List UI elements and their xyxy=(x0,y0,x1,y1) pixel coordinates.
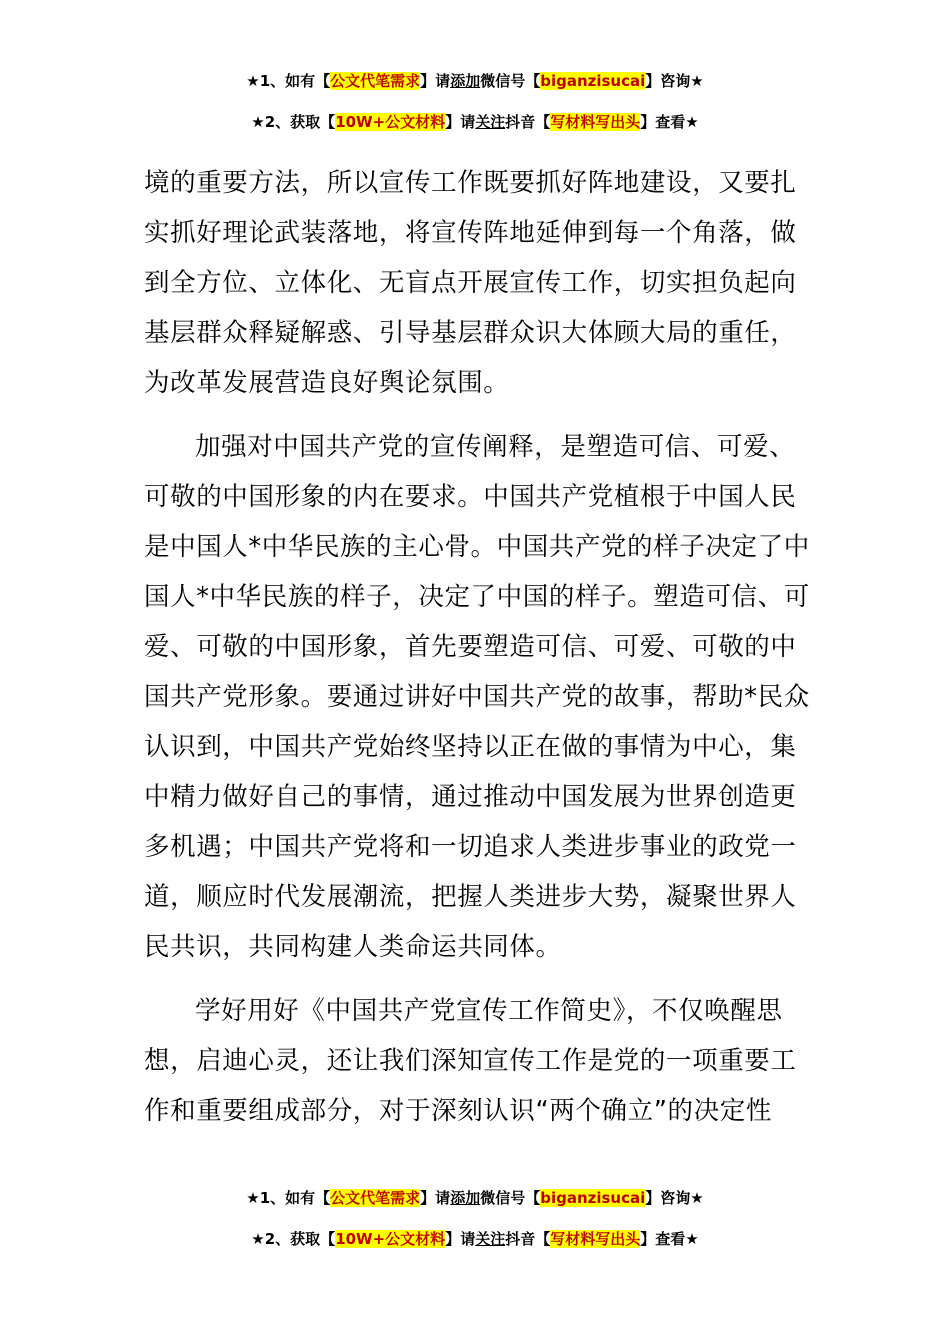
underlined-text: 关注 xyxy=(475,113,506,131)
text-line: 境的重要方法，所以宣传工作既要抓好阵地建设，又要扎 xyxy=(144,168,797,198)
footer-banner-line-2 xyxy=(0,1229,950,1249)
highlight-text: 公文代笔需求 xyxy=(330,72,421,90)
banner-text: 抖音【 xyxy=(505,113,551,131)
text-line: 作和重要组成部分，对于深刻认识“两个确立”的决定性 xyxy=(144,1096,772,1126)
text-line: 加强对中国共产党的宣传阐释，是塑造可信、可爱、 xyxy=(195,432,796,462)
text-line: 认识到，中国共产党始终坚持以正在做的事情为中心，集 xyxy=(144,732,797,762)
underlined-text: 添加 xyxy=(450,72,481,90)
text-line: 基层群众释疑解惑、引导基层群众识大体顾大局的重任， xyxy=(144,318,797,348)
header-banner-line-1 xyxy=(0,71,950,91)
header-banner-line-2 xyxy=(0,112,950,132)
text-line: 到全方位、立体化、无盲点开展宣传工作，切实担负起向 xyxy=(144,268,797,298)
banner-text: 微信号【 xyxy=(480,1189,541,1207)
banner-text: 】查看★ xyxy=(640,113,699,131)
banner-text: 微信号【 xyxy=(480,72,541,90)
text-line: 可敬的中国形象的内在要求。中国共产党植根于中国人民 xyxy=(144,482,797,512)
banner-text: ★2、获取【 xyxy=(251,1230,336,1248)
text-line: 爱、可敬的中国形象，首先要塑造可信、可爱、可敬的中 xyxy=(144,632,797,662)
text-line: 是中国人*中华民族的主心骨。中国共产党的样子决定了中 xyxy=(144,532,810,562)
paragraph-2 xyxy=(144,422,810,972)
footer-banner-line-1 xyxy=(0,1188,950,1208)
banner-text: 】请 xyxy=(420,72,451,90)
banner-text: 抖音【 xyxy=(505,1230,551,1248)
banner-text: 】请 xyxy=(420,1189,451,1207)
text-line: 国人*中华民族的样子，决定了中国的样子。塑造可信、可 xyxy=(144,582,810,612)
paragraph-3 xyxy=(144,986,806,1136)
banner-text: ★2、获取【 xyxy=(251,113,336,131)
highlight-text: biganzisucai xyxy=(540,72,646,90)
banner-text: 】请 xyxy=(445,1230,476,1248)
highlight-text: 公文代笔需求 xyxy=(330,1189,421,1207)
highlight-text: 写材料写出头 xyxy=(550,113,641,131)
text-line: 实抓好理论武装落地，将宣传阵地延伸到每一个角落，做 xyxy=(144,218,797,248)
text-line: 为改革发展营造良好舆论氛围。 xyxy=(144,368,510,398)
text-line: 国共产党形象。要通过讲好中国共产党的故事，帮助*民众 xyxy=(144,682,810,712)
banner-text: 】请 xyxy=(445,113,476,131)
highlight-text: 写材料写出头 xyxy=(550,1230,641,1248)
text-line: 中精力做好自己的事情，通过推动中国发展为世界创造更 xyxy=(144,782,797,812)
text-line: 民共识，共同构建人类命运共同体。 xyxy=(144,932,562,962)
text-line: 学好用好《中国共产党宣传工作简史》，不仅唤醒思 xyxy=(195,996,783,1026)
banner-text: ★1、如有【 xyxy=(246,72,331,90)
highlight-text: biganzisucai xyxy=(540,1189,646,1207)
banner-text: 】查看★ xyxy=(640,1230,699,1248)
banner-text: 】咨询★ xyxy=(645,1189,704,1207)
text-line: 多机遇；中国共产党将和一切追求人类进步事业的政党一 xyxy=(144,832,797,862)
underlined-text: 添加 xyxy=(450,1189,481,1207)
paragraph-1 xyxy=(144,158,806,408)
underlined-text: 关注 xyxy=(475,1230,506,1248)
document-body xyxy=(144,158,810,1136)
highlight-text: 10W+公文材料 xyxy=(335,113,446,131)
highlight-text: 10W+公文材料 xyxy=(335,1230,446,1248)
banner-text: 】咨询★ xyxy=(645,72,704,90)
banner-text: ★1、如有【 xyxy=(246,1189,331,1207)
text-line: 道，顺应时代发展潮流，把握人类进步大势，凝聚世界人 xyxy=(144,882,797,912)
text-line: 想，启迪心灵，还让我们深知宣传工作是党的一项重要工 xyxy=(144,1046,797,1076)
